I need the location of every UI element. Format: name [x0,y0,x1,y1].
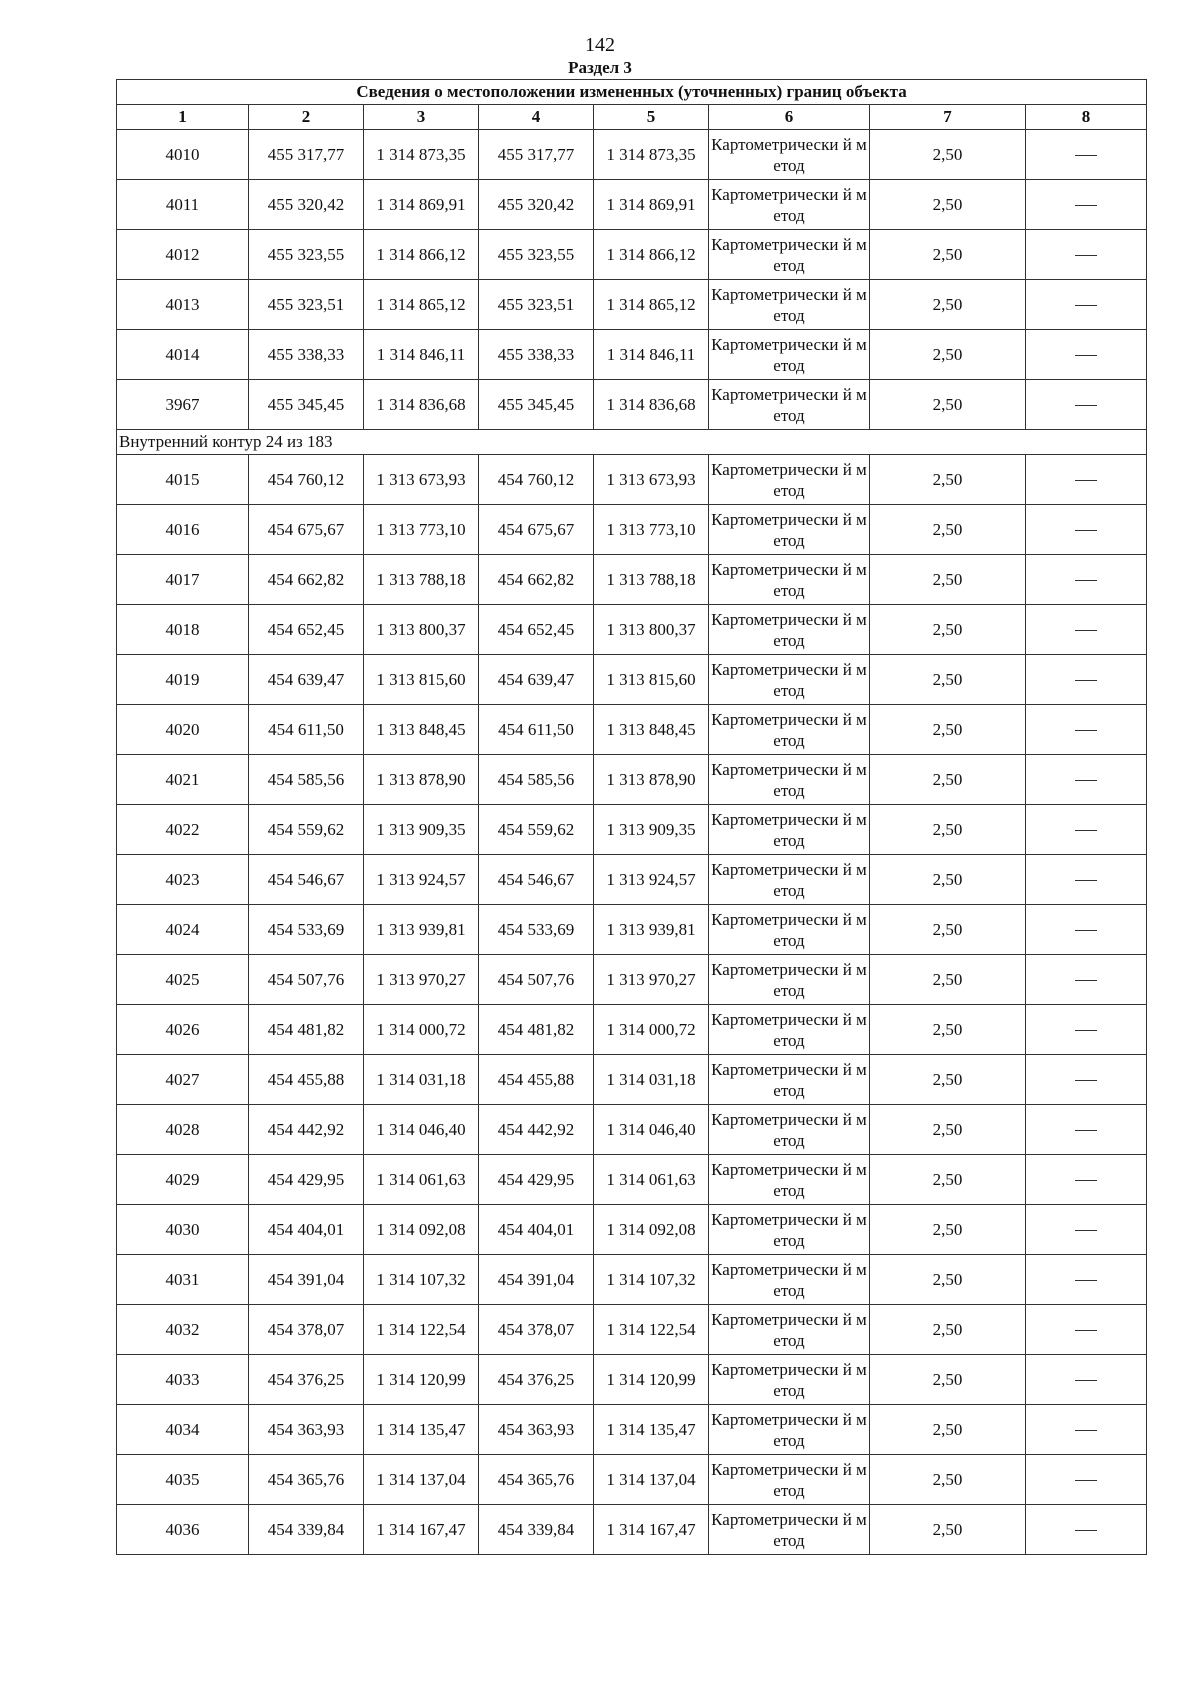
table-row [117,755,1147,805]
accuracy-cell: 2,50 [870,1505,1026,1555]
dash-mark [1075,405,1097,406]
point-number-cell: 4019 [117,655,249,705]
accuracy-cell: 2,50 [870,805,1026,855]
method-cell: Картометрически й метод [709,1405,870,1455]
table-row [117,380,1147,430]
y-coord-existing-cell: 1 313 673,93 [364,455,479,505]
table-row [117,1105,1147,1155]
method-cell: Картометрически й метод [709,505,870,555]
note-cell [1026,1005,1147,1055]
table-row [117,1005,1147,1055]
y-coord-existing-cell: 1 314 120,99 [364,1355,479,1405]
method-cell: Картометрически й метод [709,280,870,330]
y-coord-refined-cell: 1 313 970,27 [594,955,709,1005]
note-cell [1026,705,1147,755]
x-coord-existing-cell: 455 323,51 [249,280,364,330]
dash-mark [1075,1530,1097,1531]
accuracy-cell: 2,50 [870,755,1026,805]
x-coord-refined-cell: 454 546,67 [479,855,594,905]
x-coord-refined-cell: 454 481,82 [479,1005,594,1055]
method-cell: Картометрически й метод [709,1155,870,1205]
point-number-cell: 4016 [117,505,249,555]
table-row [117,1055,1147,1105]
note-cell [1026,1205,1147,1255]
y-coord-existing-cell: 1 314 135,47 [364,1405,479,1455]
y-coord-refined-cell: 1 314 092,08 [594,1205,709,1255]
accuracy-cell: 2,50 [870,655,1026,705]
x-coord-refined-cell: 454 533,69 [479,905,594,955]
table-row [117,180,1147,230]
dash-mark [1075,730,1097,731]
y-coord-refined-cell: 1 313 773,10 [594,505,709,555]
y-coord-refined-cell: 1 314 137,04 [594,1455,709,1505]
y-coord-refined-cell: 1 314 061,63 [594,1155,709,1205]
point-number-cell: 3967 [117,380,249,430]
point-number-cell: 4015 [117,455,249,505]
y-coord-refined-cell: 1 314 873,35 [594,130,709,180]
x-coord-refined-cell: 454 675,67 [479,505,594,555]
y-coord-existing-cell: 1 313 773,10 [364,505,479,555]
note-cell [1026,380,1147,430]
note-cell [1026,955,1147,1005]
y-coord-existing-cell: 1 313 939,81 [364,905,479,955]
note-cell [1026,755,1147,805]
x-coord-existing-cell: 454 363,93 [249,1405,364,1455]
point-number-cell: 4025 [117,955,249,1005]
y-coord-existing-cell: 1 313 815,60 [364,655,479,705]
y-coord-existing-cell: 1 314 107,32 [364,1255,479,1305]
point-number-cell: 4017 [117,555,249,605]
dash-mark [1075,205,1097,206]
dash-mark [1075,155,1097,156]
y-coord-refined-cell: 1 313 815,60 [594,655,709,705]
y-coord-existing-cell: 1 313 848,45 [364,705,479,755]
x-coord-existing-cell: 454 376,25 [249,1355,364,1405]
point-number-cell: 4022 [117,805,249,855]
table-row [117,455,1147,505]
x-coord-existing-cell: 454 675,67 [249,505,364,555]
note-cell [1026,1055,1147,1105]
table-row [117,905,1147,955]
table-row [117,1205,1147,1255]
table-row [117,230,1147,280]
x-coord-refined-cell: 455 323,51 [479,280,594,330]
point-number-cell: 4029 [117,1155,249,1205]
x-coord-refined-cell: 454 760,12 [479,455,594,505]
column-number: 4 [479,105,594,130]
y-coord-existing-cell: 1 314 092,08 [364,1205,479,1255]
x-coord-existing-cell: 454 455,88 [249,1055,364,1105]
x-coord-refined-cell: 454 639,47 [479,655,594,705]
method-cell: Картометрически й метод [709,380,870,430]
dash-mark [1075,1380,1097,1381]
y-coord-refined-cell: 1 314 120,99 [594,1355,709,1405]
x-coord-refined-cell: 454 429,95 [479,1155,594,1205]
method-cell: Картометрически й метод [709,855,870,905]
point-number-cell: 4036 [117,1505,249,1555]
method-cell: Картометрически й метод [709,1505,870,1555]
column-number: 8 [1026,105,1147,130]
point-number-cell: 4024 [117,905,249,955]
table-row [117,605,1147,655]
accuracy-cell: 2,50 [870,380,1026,430]
note-cell [1026,1105,1147,1155]
note-cell [1026,1155,1147,1205]
note-cell [1026,130,1147,180]
dash-mark [1075,830,1097,831]
accuracy-cell: 2,50 [870,605,1026,655]
method-cell: Картометрически й метод [709,330,870,380]
y-coord-existing-cell: 1 314 865,12 [364,280,479,330]
point-number-cell: 4027 [117,1055,249,1105]
x-coord-existing-cell: 454 404,01 [249,1205,364,1255]
table-row [117,1455,1147,1505]
method-cell: Картометрически й метод [709,655,870,705]
x-coord-existing-cell: 454 652,45 [249,605,364,655]
table-row [117,555,1147,605]
dash-mark [1075,305,1097,306]
x-coord-existing-cell: 454 760,12 [249,455,364,505]
note-cell [1026,1455,1147,1505]
note-cell [1026,1505,1147,1555]
y-coord-existing-cell: 1 314 031,18 [364,1055,479,1105]
x-coord-existing-cell: 454 481,82 [249,1005,364,1055]
y-coord-refined-cell: 1 313 924,57 [594,855,709,905]
accuracy-cell: 2,50 [870,330,1026,380]
y-coord-existing-cell: 1 314 000,72 [364,1005,479,1055]
method-cell: Картометрически й метод [709,755,870,805]
x-coord-refined-cell: 455 317,77 [479,130,594,180]
y-coord-existing-cell: 1 314 836,68 [364,380,479,430]
x-coord-existing-cell: 455 323,55 [249,230,364,280]
x-coord-existing-cell: 454 442,92 [249,1105,364,1155]
point-number-cell: 4010 [117,130,249,180]
note-cell [1026,905,1147,955]
y-coord-refined-cell: 1 314 866,12 [594,230,709,280]
y-coord-refined-cell: 1 314 046,40 [594,1105,709,1155]
accuracy-cell: 2,50 [870,855,1026,905]
y-coord-refined-cell: 1 313 800,37 [594,605,709,655]
note-cell [1026,855,1147,905]
dash-mark [1075,1030,1097,1031]
point-number-cell: 4033 [117,1355,249,1405]
table-row [117,280,1147,330]
method-cell: Картометрически й метод [709,1105,870,1155]
y-coord-refined-cell: 1 314 836,68 [594,380,709,430]
accuracy-cell: 2,50 [870,1105,1026,1155]
dash-mark [1075,1130,1097,1131]
x-coord-refined-cell: 455 320,42 [479,180,594,230]
method-cell: Картометрически й метод [709,605,870,655]
method-cell: Картометрически й метод [709,455,870,505]
table-row [117,1255,1147,1305]
x-coord-refined-cell: 454 455,88 [479,1055,594,1105]
y-coord-existing-cell: 1 314 167,47 [364,1505,479,1555]
dash-mark [1075,1480,1097,1481]
section-title: Раздел 3 [568,58,632,77]
x-coord-refined-cell: 454 363,93 [479,1405,594,1455]
point-number-cell: 4020 [117,705,249,755]
y-coord-refined-cell: 1 314 122,54 [594,1305,709,1355]
point-number-cell: 4030 [117,1205,249,1255]
accuracy-cell: 2,50 [870,905,1026,955]
note-cell [1026,1255,1147,1305]
x-coord-existing-cell: 455 338,33 [249,330,364,380]
column-number-row [117,105,1147,130]
y-coord-refined-cell: 1 314 135,47 [594,1405,709,1455]
table-row [117,1355,1147,1405]
x-coord-refined-cell: 454 585,56 [479,755,594,805]
dash-mark [1075,1230,1097,1231]
column-number: 3 [364,105,479,130]
x-coord-existing-cell: 454 546,67 [249,855,364,905]
table-row [117,1155,1147,1205]
accuracy-cell: 2,50 [870,955,1026,1005]
point-number-cell: 4034 [117,1405,249,1455]
method-cell: Картометрически й метод [709,1255,870,1305]
note-cell [1026,1305,1147,1355]
table-body [117,130,1147,1555]
point-number-cell: 4035 [117,1455,249,1505]
method-cell: Картометрически й метод [709,955,870,1005]
point-number-cell: 4014 [117,330,249,380]
dash-mark [1075,1180,1097,1181]
y-coord-refined-cell: 1 313 673,93 [594,455,709,505]
note-cell [1026,280,1147,330]
y-coord-refined-cell: 1 314 031,18 [594,1055,709,1105]
point-number-cell: 4021 [117,755,249,805]
accuracy-cell: 2,50 [870,1455,1026,1505]
dash-mark [1075,780,1097,781]
dash-mark [1075,880,1097,881]
x-coord-existing-cell: 454 378,07 [249,1305,364,1355]
x-coord-refined-cell: 454 404,01 [479,1205,594,1255]
y-coord-refined-cell: 1 313 939,81 [594,905,709,955]
table-row [117,330,1147,380]
dash-mark [1075,630,1097,631]
note-cell [1026,655,1147,705]
accuracy-cell: 2,50 [870,230,1026,280]
y-coord-existing-cell: 1 313 924,57 [364,855,479,905]
x-coord-existing-cell: 455 317,77 [249,130,364,180]
accuracy-cell: 2,50 [870,1355,1026,1405]
y-coord-refined-cell: 1 314 846,11 [594,330,709,380]
y-coord-existing-cell: 1 314 046,40 [364,1105,479,1155]
table-row [117,855,1147,905]
accuracy-cell: 2,50 [870,455,1026,505]
note-cell [1026,230,1147,280]
point-number-cell: 4023 [117,855,249,905]
note-cell [1026,1355,1147,1405]
method-cell: Картометрически й метод [709,905,870,955]
accuracy-cell: 2,50 [870,1155,1026,1205]
x-coord-existing-cell: 454 429,95 [249,1155,364,1205]
x-coord-existing-cell: 454 391,04 [249,1255,364,1305]
method-cell: Картометрически й метод [709,1455,870,1505]
table-row [117,705,1147,755]
x-coord-refined-cell: 454 662,82 [479,555,594,605]
table-row [117,805,1147,855]
coordinates-table [116,79,1147,1555]
x-coord-existing-cell: 455 320,42 [249,180,364,230]
x-coord-refined-cell: 454 391,04 [479,1255,594,1305]
dash-mark [1075,1280,1097,1281]
accuracy-cell: 2,50 [870,555,1026,605]
x-coord-refined-cell: 454 442,92 [479,1105,594,1155]
accuracy-cell: 2,50 [870,1405,1026,1455]
point-number-cell: 4018 [117,605,249,655]
y-coord-existing-cell: 1 314 873,35 [364,130,479,180]
contour-label: Внутренний контур 24 из 183 [117,430,1147,455]
x-coord-refined-cell: 454 652,45 [479,605,594,655]
accuracy-cell: 2,50 [870,280,1026,330]
y-coord-refined-cell: 1 313 788,18 [594,555,709,605]
point-number-cell: 4026 [117,1005,249,1055]
x-coord-existing-cell: 454 611,50 [249,705,364,755]
dash-mark [1075,930,1097,931]
column-number: 5 [594,105,709,130]
method-cell: Картометрически й метод [709,180,870,230]
y-coord-refined-cell: 1 313 848,45 [594,705,709,755]
x-coord-refined-cell: 454 378,07 [479,1305,594,1355]
x-coord-refined-cell: 454 339,84 [479,1505,594,1555]
x-coord-refined-cell: 455 345,45 [479,380,594,430]
method-cell: Картометрически й метод [709,230,870,280]
x-coord-refined-cell: 454 376,25 [479,1355,594,1405]
x-coord-existing-cell: 455 345,45 [249,380,364,430]
y-coord-refined-cell: 1 314 869,91 [594,180,709,230]
accuracy-cell: 2,50 [870,1305,1026,1355]
note-cell [1026,455,1147,505]
x-coord-refined-cell: 454 507,76 [479,955,594,1005]
dash-mark [1075,680,1097,681]
page-number: 142 [585,34,615,56]
y-coord-existing-cell: 1 313 878,90 [364,755,479,805]
y-coord-refined-cell: 1 314 000,72 [594,1005,709,1055]
note-cell [1026,505,1147,555]
dash-mark [1075,1430,1097,1431]
accuracy-cell: 2,50 [870,180,1026,230]
y-coord-existing-cell: 1 313 970,27 [364,955,479,1005]
y-coord-refined-cell: 1 314 167,47 [594,1505,709,1555]
column-number: 1 [117,105,249,130]
table-row [117,1305,1147,1355]
accuracy-cell: 2,50 [870,130,1026,180]
x-coord-existing-cell: 454 639,47 [249,655,364,705]
table-row [117,1405,1147,1455]
accuracy-cell: 2,50 [870,505,1026,555]
x-coord-refined-cell: 454 611,50 [479,705,594,755]
point-number-cell: 4032 [117,1305,249,1355]
y-coord-existing-cell: 1 313 788,18 [364,555,479,605]
method-cell: Картометрически й метод [709,1205,870,1255]
y-coord-existing-cell: 1 313 909,35 [364,805,479,855]
accuracy-cell: 2,50 [870,1005,1026,1055]
note-cell [1026,330,1147,380]
note-cell [1026,555,1147,605]
contour-row [117,430,1147,455]
point-number-cell: 4031 [117,1255,249,1305]
note-cell [1026,805,1147,855]
x-coord-existing-cell: 454 533,69 [249,905,364,955]
table-row [117,505,1147,555]
x-coord-existing-cell: 454 585,56 [249,755,364,805]
accuracy-cell: 2,50 [870,705,1026,755]
x-coord-existing-cell: 454 662,82 [249,555,364,605]
column-number: 2 [249,105,364,130]
column-number: 6 [709,105,870,130]
x-coord-refined-cell: 455 338,33 [479,330,594,380]
table-caption: Сведения о местоположении измененных (уточненных) границ объекта [117,80,1147,105]
method-cell: Картометрически й метод [709,805,870,855]
x-coord-existing-cell: 454 365,76 [249,1455,364,1505]
method-cell: Картометрически й метод [709,705,870,755]
point-number-cell: 4011 [117,180,249,230]
dash-mark [1075,480,1097,481]
point-number-cell: 4013 [117,280,249,330]
x-coord-refined-cell: 454 559,62 [479,805,594,855]
dash-mark [1075,355,1097,356]
y-coord-existing-cell: 1 314 866,12 [364,230,479,280]
accuracy-cell: 2,50 [870,1205,1026,1255]
table-row [117,955,1147,1005]
dash-mark [1075,255,1097,256]
point-number-cell: 4028 [117,1105,249,1155]
dash-mark [1075,1080,1097,1081]
y-coord-existing-cell: 1 314 122,54 [364,1305,479,1355]
x-coord-refined-cell: 455 323,55 [479,230,594,280]
dash-mark [1075,530,1097,531]
y-coord-existing-cell: 1 314 137,04 [364,1455,479,1505]
method-cell: Картометрически й метод [709,130,870,180]
method-cell: Картометрически й метод [709,1055,870,1105]
y-coord-existing-cell: 1 314 061,63 [364,1155,479,1205]
x-coord-existing-cell: 454 507,76 [249,955,364,1005]
y-coord-refined-cell: 1 313 878,90 [594,755,709,805]
table-row [117,130,1147,180]
y-coord-refined-cell: 1 313 909,35 [594,805,709,855]
method-cell: Картометрически й метод [709,1005,870,1055]
table-row [117,655,1147,705]
dash-mark [1075,980,1097,981]
x-coord-existing-cell: 454 559,62 [249,805,364,855]
note-cell [1026,605,1147,655]
dash-mark [1075,1330,1097,1331]
x-coord-refined-cell: 454 365,76 [479,1455,594,1505]
accuracy-cell: 2,50 [870,1055,1026,1105]
note-cell [1026,180,1147,230]
dash-mark [1075,580,1097,581]
y-coord-existing-cell: 1 313 800,37 [364,605,479,655]
y-coord-refined-cell: 1 314 865,12 [594,280,709,330]
table-row [117,1505,1147,1555]
point-number-cell: 4012 [117,230,249,280]
method-cell: Картометрически й метод [709,1355,870,1405]
note-cell [1026,1405,1147,1455]
y-coord-refined-cell: 1 314 107,32 [594,1255,709,1305]
y-coord-existing-cell: 1 314 846,11 [364,330,479,380]
column-number: 7 [870,105,1026,130]
accuracy-cell: 2,50 [870,1255,1026,1305]
method-cell: Картометрически й метод [709,555,870,605]
method-cell: Картометрически й метод [709,1305,870,1355]
x-coord-existing-cell: 454 339,84 [249,1505,364,1555]
y-coord-existing-cell: 1 314 869,91 [364,180,479,230]
